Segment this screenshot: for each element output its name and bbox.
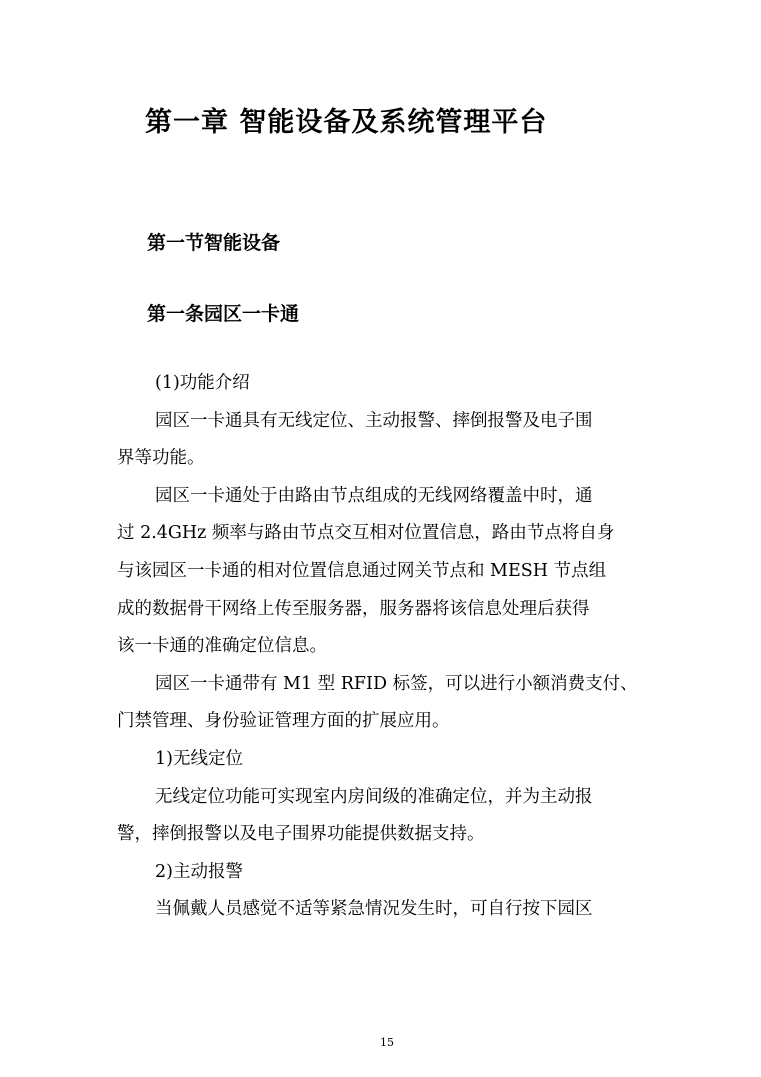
- body-text: [117, 365, 657, 929]
- paragraph-line: 当佩戴人员感觉不适等紧急情况发生时，可自行按下园区: [155, 899, 593, 920]
- paragraph-line: 警，摔倒报警以及电子围界功能提供数据支持。: [117, 824, 485, 845]
- paragraph-line: 与该园区一卡通的相对位置信息通过网关节点和 MESH 节点组: [117, 560, 607, 581]
- page-number: 15: [380, 1036, 394, 1049]
- subheading-function-intro: (1)功能介绍: [155, 373, 250, 393]
- paragraph-line: 成的数据骨干网络上传至服务器，服务器将该信息处理后获得: [117, 598, 590, 619]
- paragraph-line: 门禁管理、身份验证管理方面的扩展应用。: [117, 711, 450, 732]
- section-title: 第一节智能设备: [147, 232, 281, 254]
- paragraph-line: 无线定位功能可实现室内房间级的准确定位，并为主动报: [155, 786, 593, 807]
- article-title: 第一条园区一卡通: [147, 303, 300, 325]
- paragraph-line: 园区一卡通处于由路由节点组成的无线网络覆盖中时，通: [155, 485, 593, 506]
- paragraph-line: 界等功能。: [117, 448, 205, 469]
- paragraph-line: 过 2.4GHz 频率与路由节点交互相对位置信息，路由节点将自身: [117, 523, 615, 544]
- paragraph-line: 园区一卡通具有无线定位、主动报警、摔倒报警及电子围: [155, 410, 593, 431]
- subheading-active-alarm: 2)主动报警: [155, 861, 243, 882]
- chapter-title: 第一章 智能设备及系统管理平台: [145, 107, 548, 138]
- paragraph-line: 园区一卡通带有 M1 型 RFID 标签，可以进行小额消费支付、: [155, 673, 638, 694]
- paragraph-line: 该一卡通的准确定位信息。: [117, 636, 327, 657]
- subheading-wireless-positioning: 1)无线定位: [155, 748, 243, 769]
